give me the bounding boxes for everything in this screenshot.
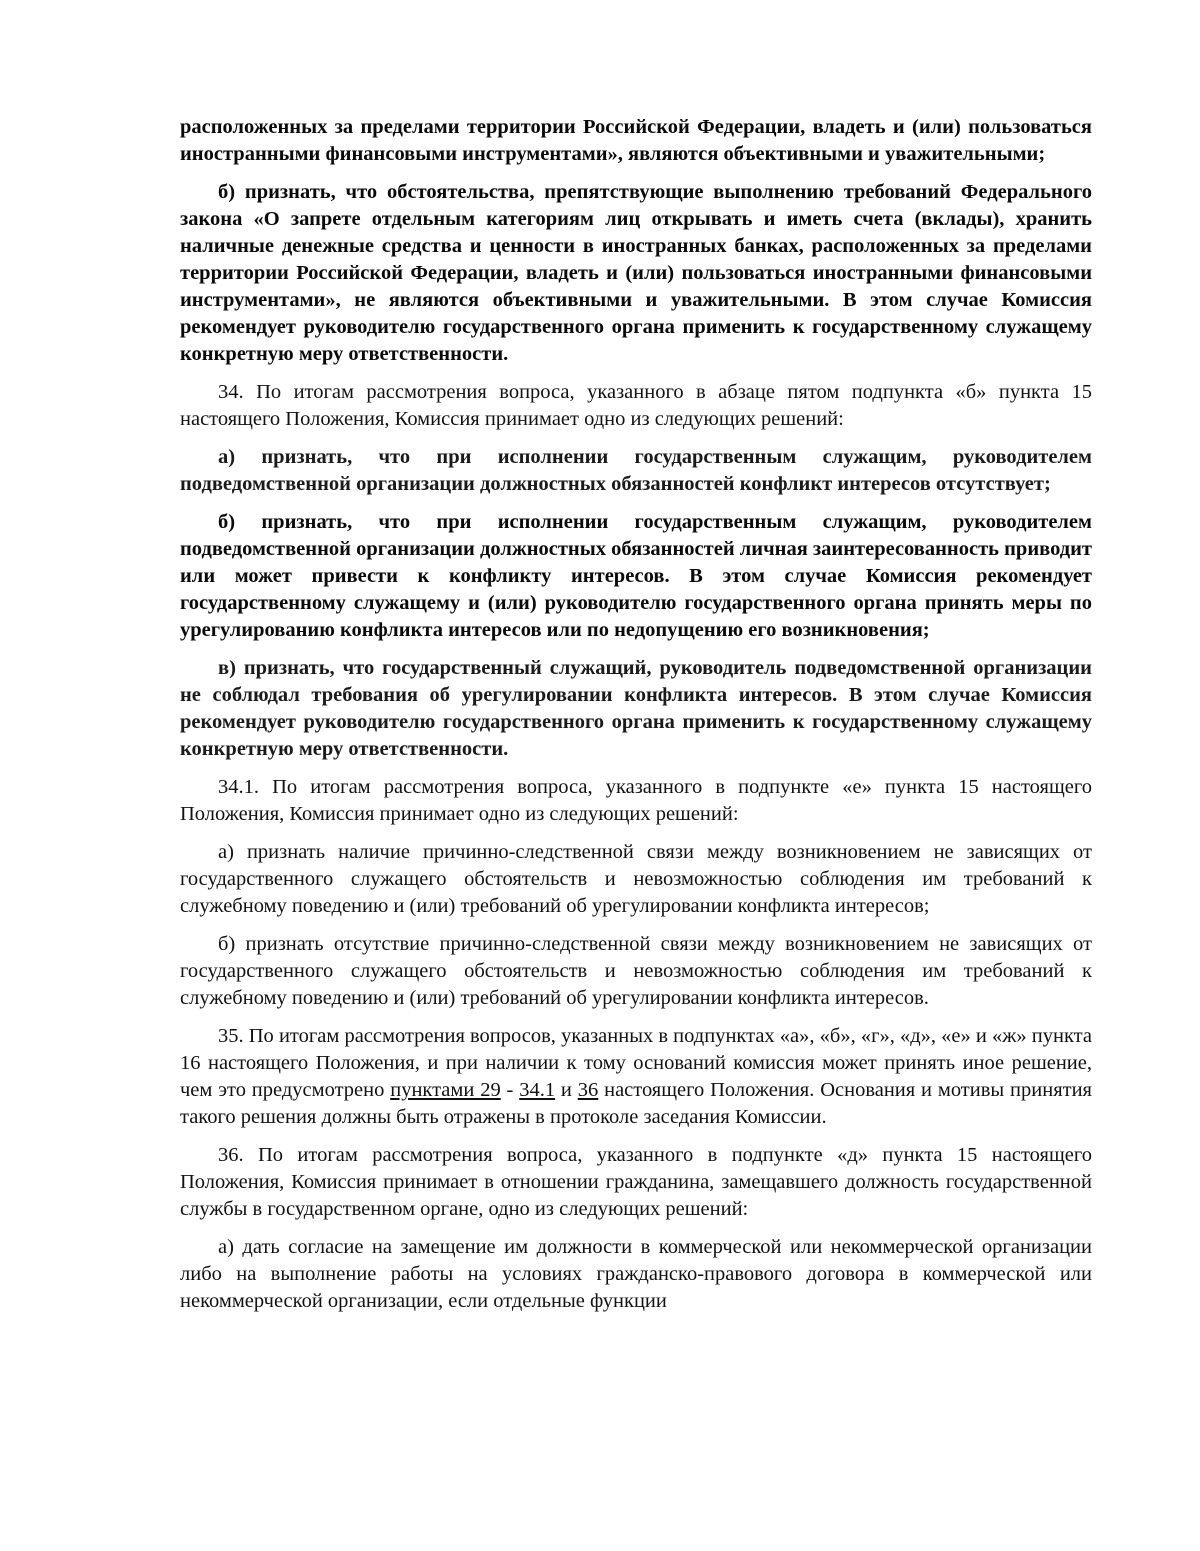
paragraph-34-1: 34.1. По итогам рассмотрения вопроса, указанного в подпункте «е» пункта 15 настоящего Положения, Комиссия принимает одно из следующих решений: — [180, 776, 1092, 825]
paragraph-34a: а) признать, что при исполнении государственным служащим, руководителем подведомственной организации должностных обязанностей конфликт интересов отсутствует; — [180, 446, 1092, 495]
paragraph-34-1a: а) признать наличие причинно-следственной связи между возникновением не зависящих от государственного служащего обстоятельств и невозможностью соблюдения им требований к служебному поведению и (или) требований об урегулировании конфликта интересов; — [180, 841, 1092, 917]
paragraph-34-1b: б) признать отсутствие причинно-следственной связи между возникновением не зависящих от государственного служащего обстоятельств и невозможностью соблюдения им требований к служебному поведению и (или) требований об урегулировании конфликта интересов. — [180, 933, 1092, 1009]
paragraph-33b: б) признать, что обстоятельства, препятствующие выполнению требований Федерального закона «О запрете отдельным категориям лиц открывать и иметь счета (вклады), хранить наличные денежные средства и ценности в иностранных банках, расположенных за пределами территории Российской Федерации, владеть и (или) пользоваться иностранными финансовыми инструментами», не являются объективными и уважительными. В этом случае Комиссия рекомендует руководителю государственного органа применить к государственному служащему конкретную меру ответственности. — [180, 181, 1092, 365]
document-page — [180, 114, 1092, 1326]
paragraph-34: 34. По итогам рассмотрения вопроса, указанного в абзаце пятом подпункта «б» пункта 15 настоящего Положения, Комиссия принимает одно из следующих решений: — [180, 381, 1092, 430]
link-points-29[interactable]: пунктами 29 — [390, 1079, 501, 1101]
paragraph-35-sep-dash: - — [500, 1079, 520, 1101]
link-point-36[interactable]: 36 — [577, 1079, 599, 1101]
paragraph-35-text-end: настоящего Положения. Основания и мотивы принятия такого решения должны быть отражены в протоколе заседания Комиссии. — [180, 1079, 1092, 1128]
paragraph-35 — [180, 1023, 1092, 1131]
link-point-34-1[interactable]: 34.1 — [519, 1079, 556, 1101]
paragraph-36: 36. По итогам рассмотрения вопроса, указанного в подпункте «д» пункта 15 настоящего Положения, Комиссия принимает в отношении гражданина, замещавшего должность государственной службы в государственном органе, одно из следующих решений: — [180, 1144, 1092, 1220]
paragraph-continuation: расположенных за пределами территории Российской Федерации, владеть и (или) пользоваться иностранными финансовыми инструментами», являются объективными и уважительными; — [180, 116, 1092, 165]
paragraph-35-sep-and: и — [555, 1079, 578, 1101]
paragraph-34b: б) признать, что при исполнении государственным служащим, руководителем подведомственной организации должностных обязанностей личная заинтересованность приводит или может привести к конфликту интересов. В этом случае Комиссия рекомендует государственному служащему и (или) руководителю государственного органа принять меры по урегулированию конфликта интересов или по недопущению его возникновения; — [180, 511, 1092, 641]
paragraph-35-text-start: 35. По итогам рассмотрения вопросов, указанных в подпунктах «а», «б», «г», «д», «е» и «ж» пункта 16 настоящего Положения, и при наличии к тому оснований комиссия может принять иное решение, чем это предусмотрено — [180, 1025, 1092, 1101]
paragraph-36a: а) дать согласие на замещение им должности в коммерческой или некоммерческой организации либо на выполнение работы на условиях гражданско-правового договора в коммерческой или некоммерческой организации, если отдельные функции — [180, 1236, 1092, 1312]
paragraph-34v: в) признать, что государственный служащий, руководитель подведомственной организации не соблюдал требования об урегулировании конфликта интересов. В этом случае Комиссия рекомендует руководителю государственного органа применить к государственному служащему конкретную меру ответственности. — [180, 657, 1092, 760]
